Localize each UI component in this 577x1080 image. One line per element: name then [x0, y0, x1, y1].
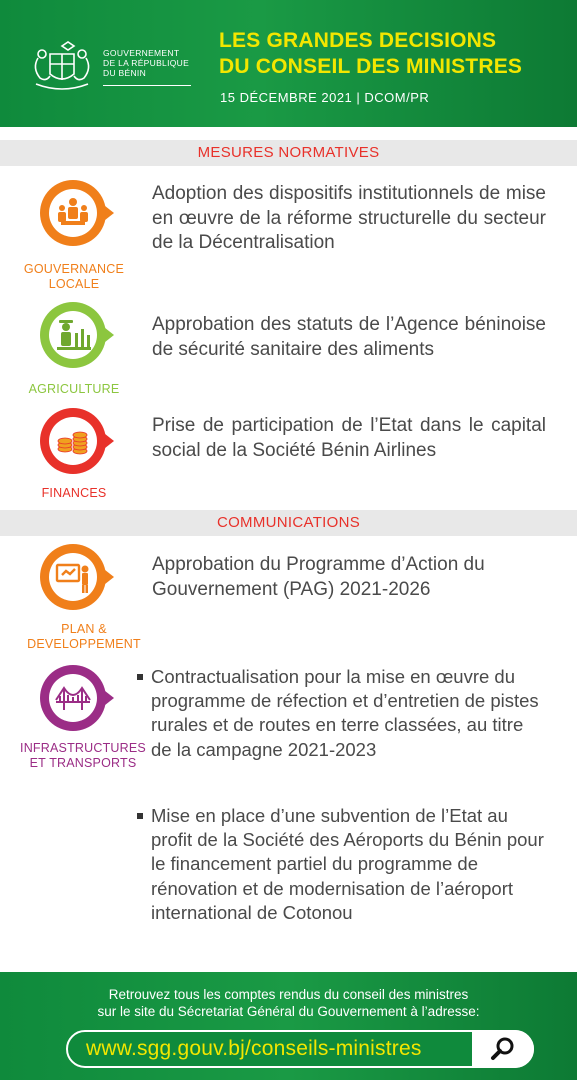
search-icon — [490, 1036, 516, 1062]
footer-banner — [0, 972, 577, 1080]
government-name — [103, 48, 195, 78]
label-line-2: ET TRANSPORTS — [29, 756, 137, 770]
gov-line-1: GOUVERNEMENT — [103, 48, 180, 58]
title-line-2: DU CONSEIL DES MINISTRES — [219, 55, 523, 78]
bullet-marker — [137, 674, 143, 680]
label-line-1: PLAN & — [61, 622, 107, 636]
label-finances — [14, 486, 134, 501]
label-infrastructures-transports — [10, 741, 156, 771]
text-agriculture: Approbation des statuts de l’Agence béninoise de sécurité sanitaire des aliments — [152, 314, 546, 360]
label-line-1: GOUVERNANCE — [23, 262, 125, 276]
farmer-icon — [40, 302, 106, 368]
label-line-1: FINANCES — [41, 486, 107, 500]
header-divider — [103, 85, 191, 86]
benin-coat-of-arms-icon — [30, 40, 94, 92]
gov-line-2: DE LA RÉPUBLIQUE — [103, 58, 190, 68]
page-title — [219, 28, 522, 80]
footer-text — [0, 986, 577, 1020]
footer-line-1: Retrouvez tous les comptes rendus du conseil des ministres — [108, 987, 469, 1002]
text-finances: Prise de participation de l’Etat dans le capital social de la Société Bénin Airlines — [152, 415, 546, 461]
date-line: 15 DÉCEMBRE 2021 | DCOM/PR — [220, 90, 430, 105]
section-bar-communications: COMMUNICATIONS — [0, 510, 577, 536]
gov-line-3: DU BÉNIN — [103, 68, 147, 78]
site-url-link[interactable]: www.sgg.gouv.bj/conseils-ministres — [86, 1037, 422, 1060]
people-group-icon — [40, 180, 106, 246]
label-line-1: INFRASTRUCTURES — [20, 741, 146, 755]
footer-line-2: sur le site du Sécretariat Général du Gouvernement à l’adresse: — [97, 1004, 480, 1019]
label-line-1: AGRICULTURE — [28, 382, 120, 396]
text-gouvernance-locale: Adoption des dispositifs institutionnels de mise en œuvre de la réforme structurelle du secteur de la Décentralisation — [152, 183, 546, 253]
label-gouvernance-locale — [14, 262, 134, 292]
label-line-2: LOCALE — [48, 277, 100, 291]
label-line-2: DEVELOPPEMENT — [27, 637, 141, 651]
bullet-text-2: Mise en place d’une subvention de l’Etat au profit de la Société des Aéroports du Bénin pour le financement partiel du programme de rénovation et de modernisation de l’aéroport international de Cotonou — [151, 805, 544, 923]
text-plan-developpement: Approbation du Programme d’Action du Gouvernement (PAG) 2021-2026 — [152, 554, 485, 600]
search-button[interactable] — [472, 1030, 534, 1068]
bridge-icon — [40, 665, 106, 731]
url-search-bar[interactable] — [66, 1030, 534, 1068]
title-line-1: LES GRANDES DECISIONS — [219, 29, 497, 52]
header-banner — [0, 0, 577, 127]
label-plan-developpement — [14, 622, 154, 652]
presentation-board-icon — [40, 544, 106, 610]
bullet-text-1: Contractualisation pour la mise en œuvre du programme de réfection et d’entretien de pistes rurales et de routes en terre classées, au titre de la campagne 2021-2023 — [151, 666, 539, 760]
label-agriculture — [14, 382, 134, 397]
bullet-marker — [137, 813, 143, 819]
coins-icon — [40, 408, 106, 474]
section-bar-normatives: MESURES NORMATIVES — [0, 140, 577, 166]
